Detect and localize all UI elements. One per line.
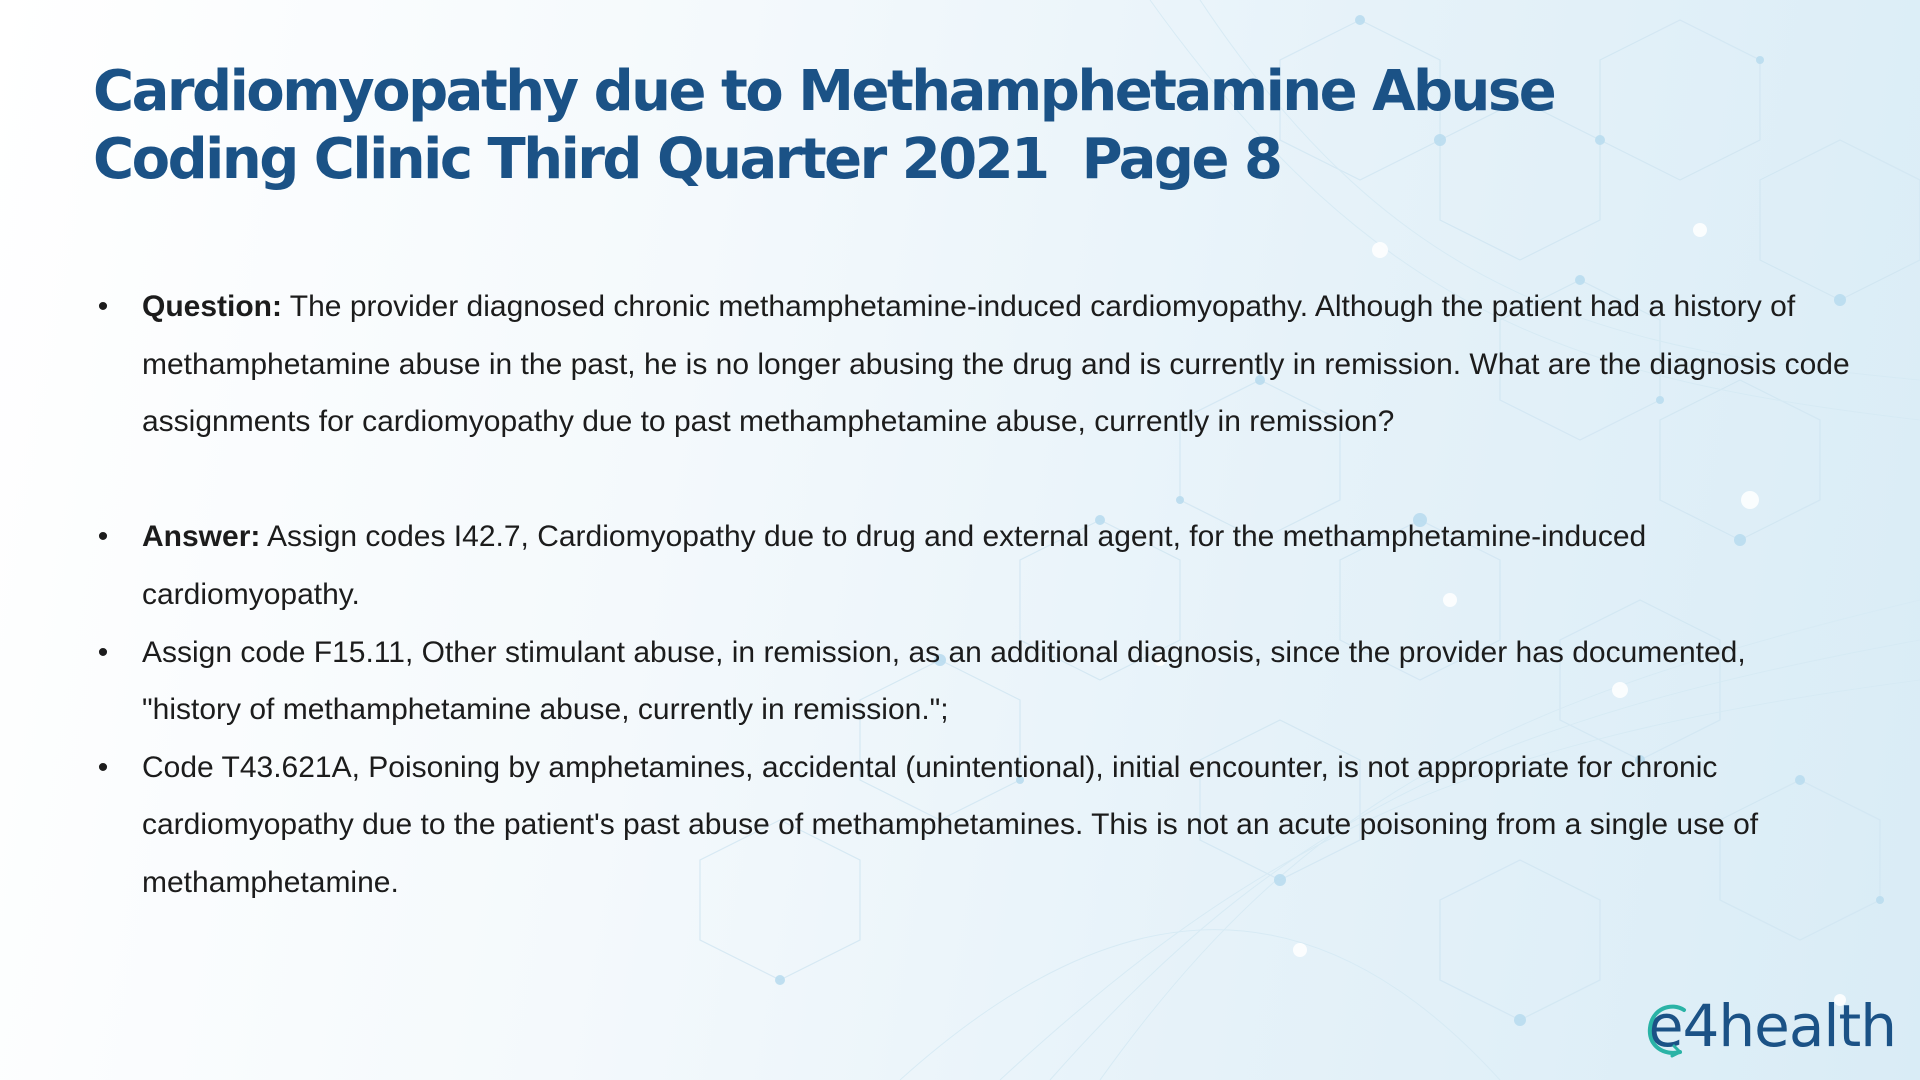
answer-text: Assign codes I42.7, Cardiomyopathy due to drug and external agent, for the methamphetamine-induced cardiomyopathy. xyxy=(142,520,1647,611)
bullet-t43-code xyxy=(93,739,1853,912)
bullet-answer xyxy=(93,508,1853,623)
question-text: The provider diagnosed chronic methamphetamine-induced cardiomyopathy. Although the patient had a history of methamphetamine abuse in the past, he is no longer abusing the drug and is currently in remission. What are the diagnosis code assignments for cardiomyopathy due to past methamphetamine abuse, currently in remission? xyxy=(142,290,1850,439)
slide-title-line-2: Coding Clinic Third Quarter 2021 Page 8 xyxy=(93,127,1281,192)
slide-title-line-1: Cardiomyopathy due to Methamphetamine Abuse xyxy=(93,59,1555,124)
t43-code-text: Code T43.621A, Poisoning by amphetamines, accidental (unintentional), initial encounter, is not appropriate for chronic cardiomyopathy due to the patient's past abuse of methamphetamines. This is not an acute poisoning from a single use of methamphetamine. xyxy=(142,750,1759,899)
question-label: Question: xyxy=(142,290,282,323)
slide-title xyxy=(93,58,1793,194)
f15-code-text: Assign code F15.11, Other stimulant abuse, in remission, as an additional diagnosis, since the provider has documented, "history of methamphetamine abuse, currently in remission."; xyxy=(142,635,1746,727)
bullet-marker: • xyxy=(97,750,109,784)
bullet-marker: • xyxy=(97,290,109,323)
bullet-marker: • xyxy=(97,520,109,554)
e4health-logo xyxy=(1648,992,1896,1060)
bullet-f15-code xyxy=(93,624,1853,739)
bullet-list xyxy=(93,278,1853,912)
bullet-question xyxy=(93,278,1853,451)
logo-wordmark: e4health xyxy=(1647,992,1896,1060)
answer-label: Answer: xyxy=(142,520,261,554)
bullet-marker: • xyxy=(97,635,109,669)
logo-swirl-icon xyxy=(1644,1002,1692,1058)
